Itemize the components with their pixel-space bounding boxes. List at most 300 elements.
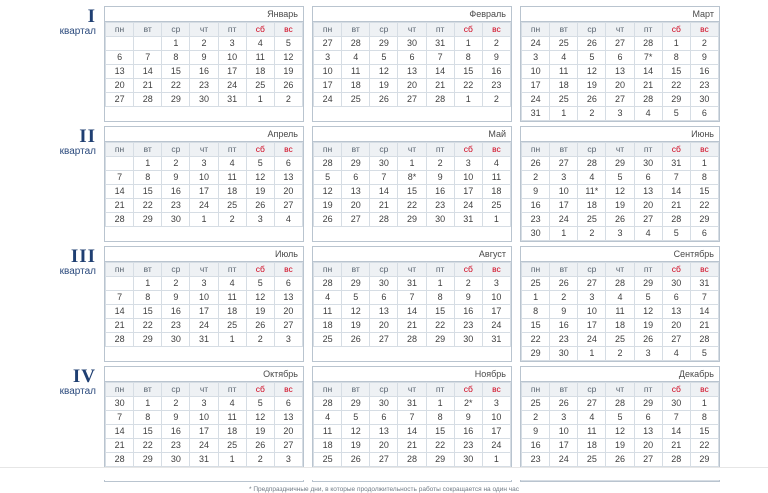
day-cell[interactable]: 31	[398, 277, 426, 291]
day-cell[interactable]: 3	[522, 51, 550, 65]
day-cell[interactable]: 6	[274, 277, 302, 291]
day-cell[interactable]: 14	[370, 185, 398, 199]
day-cell[interactable]: 29	[522, 347, 550, 361]
day-cell[interactable]: 10	[218, 51, 246, 65]
day-cell[interactable]: 1	[662, 37, 690, 51]
day-cell[interactable]: 19	[370, 79, 398, 93]
day-cell[interactable]: 10	[578, 305, 606, 319]
day-cell[interactable]: 25	[314, 453, 342, 467]
day-cell[interactable]: 18	[218, 425, 246, 439]
day-cell[interactable]: 27	[106, 93, 134, 107]
day-cell[interactable]: 3	[550, 171, 578, 185]
day-cell[interactable]: 9	[522, 185, 550, 199]
day-cell[interactable]: 11	[342, 65, 370, 79]
day-cell[interactable]: 13	[274, 171, 302, 185]
day-cell[interactable]: 13	[106, 65, 134, 79]
day-cell[interactable]: 27	[370, 333, 398, 347]
day-cell[interactable]: 3	[246, 213, 274, 227]
day-cell[interactable]: 7	[690, 291, 718, 305]
day-cell[interactable]: 23	[162, 319, 190, 333]
day-cell[interactable]: 25	[218, 199, 246, 213]
day-cell[interactable]: 14	[398, 305, 426, 319]
day-cell[interactable]: 17	[454, 185, 482, 199]
day-cell[interactable]: 25	[550, 93, 578, 107]
day-cell[interactable]: 17	[190, 185, 218, 199]
day-cell[interactable]: 28	[606, 277, 634, 291]
day-cell[interactable]: 8*	[398, 171, 426, 185]
day-cell[interactable]: 28	[662, 453, 690, 467]
day-cell[interactable]: 26	[314, 213, 342, 227]
day-cell[interactable]: 29	[370, 37, 398, 51]
day-cell[interactable]: 22	[134, 199, 162, 213]
day-cell[interactable]: 30	[550, 347, 578, 361]
day-cell[interactable]: 17	[190, 425, 218, 439]
day-cell[interactable]: 27	[342, 213, 370, 227]
day-cell[interactable]: 12	[634, 305, 662, 319]
day-cell[interactable]: 16	[162, 305, 190, 319]
day-cell[interactable]: 15	[398, 185, 426, 199]
day-cell[interactable]: 29	[342, 397, 370, 411]
day-cell[interactable]: 12	[246, 171, 274, 185]
day-cell[interactable]: 19	[634, 319, 662, 333]
day-cell[interactable]: 18	[218, 185, 246, 199]
day-cell[interactable]: 26	[634, 333, 662, 347]
day-cell[interactable]: 27	[634, 213, 662, 227]
day-cell[interactable]: 30	[662, 277, 690, 291]
day-cell[interactable]: 22	[454, 79, 482, 93]
day-cell[interactable]: 6	[634, 171, 662, 185]
day-cell[interactable]: 24	[218, 79, 246, 93]
day-cell[interactable]: 8	[690, 171, 718, 185]
day-cell[interactable]: 24	[522, 37, 550, 51]
day-cell[interactable]: 22	[690, 199, 718, 213]
day-cell[interactable]: 22	[134, 439, 162, 453]
day-cell[interactable]: 16	[690, 65, 718, 79]
day-cell[interactable]: 2	[162, 157, 190, 171]
day-cell[interactable]: 20	[274, 305, 302, 319]
day-cell[interactable]: 3	[482, 277, 510, 291]
day-cell[interactable]: 16	[454, 305, 482, 319]
day-cell[interactable]: 19	[314, 199, 342, 213]
day-cell[interactable]: 15	[522, 319, 550, 333]
day-cell[interactable]: 10	[454, 171, 482, 185]
day-cell[interactable]: 18	[342, 79, 370, 93]
day-cell[interactable]: 18	[550, 79, 578, 93]
day-cell[interactable]: 30	[370, 397, 398, 411]
day-cell[interactable]: 10	[482, 291, 510, 305]
day-cell[interactable]: 11	[246, 51, 274, 65]
day-cell[interactable]: 5	[246, 157, 274, 171]
day-cell[interactable]: 12	[606, 185, 634, 199]
day-cell[interactable]: 23	[454, 439, 482, 453]
day-cell[interactable]: 16	[162, 185, 190, 199]
day-cell[interactable]: 1	[134, 157, 162, 171]
day-cell[interactable]: 15	[134, 305, 162, 319]
day-cell[interactable]: 25	[218, 439, 246, 453]
day-cell[interactable]: 8	[426, 411, 454, 425]
day-cell[interactable]: 4	[218, 397, 246, 411]
day-cell[interactable]: 29	[634, 277, 662, 291]
day-cell[interactable]: 11	[578, 425, 606, 439]
day-cell[interactable]: 2	[606, 347, 634, 361]
day-cell[interactable]: 5	[314, 171, 342, 185]
day-cell[interactable]: 21	[662, 439, 690, 453]
day-cell[interactable]: 17	[218, 65, 246, 79]
day-cell[interactable]: 14	[106, 425, 134, 439]
day-cell[interactable]: 26	[578, 37, 606, 51]
day-cell[interactable]	[106, 37, 134, 51]
day-cell[interactable]: 17	[314, 79, 342, 93]
day-cell[interactable]: 9	[690, 51, 718, 65]
day-cell[interactable]: 16	[454, 425, 482, 439]
day-cell[interactable]: 8	[662, 51, 690, 65]
day-cell[interactable]: 9	[162, 291, 190, 305]
day-cell[interactable]: 25	[482, 199, 510, 213]
day-cell[interactable]: 10	[482, 411, 510, 425]
day-cell[interactable]: 9	[550, 305, 578, 319]
day-cell[interactable]: 3	[190, 157, 218, 171]
day-cell[interactable]: 27	[606, 37, 634, 51]
day-cell[interactable]: 15	[662, 65, 690, 79]
day-cell[interactable]: 23	[162, 199, 190, 213]
day-cell[interactable]: 3	[550, 411, 578, 425]
day-cell[interactable]: 14	[398, 425, 426, 439]
day-cell[interactable]: 1	[218, 333, 246, 347]
day-cell[interactable]: 15	[426, 305, 454, 319]
day-cell[interactable]: 20	[274, 425, 302, 439]
day-cell[interactable]: 7*	[634, 51, 662, 65]
day-cell[interactable]: 13	[606, 65, 634, 79]
day-cell[interactable]: 2	[550, 291, 578, 305]
day-cell[interactable]: 16	[162, 425, 190, 439]
day-cell[interactable]: 2	[246, 333, 274, 347]
day-cell[interactable]: 20	[606, 79, 634, 93]
day-cell[interactable]: 12	[274, 51, 302, 65]
day-cell[interactable]: 11	[606, 305, 634, 319]
day-cell[interactable]: 28	[342, 37, 370, 51]
day-cell[interactable]: 24	[578, 333, 606, 347]
day-cell[interactable]: 26	[246, 439, 274, 453]
day-cell[interactable]: 27	[662, 333, 690, 347]
day-cell[interactable]: 21	[134, 79, 162, 93]
day-cell[interactable]: 28	[634, 37, 662, 51]
day-cell[interactable]: 20	[342, 199, 370, 213]
day-cell[interactable]: 30	[162, 453, 190, 467]
day-cell[interactable]: 4	[218, 277, 246, 291]
day-cell[interactable]: 25	[246, 79, 274, 93]
day-cell[interactable]: 6	[690, 107, 718, 121]
day-cell[interactable]: 17	[482, 425, 510, 439]
day-cell[interactable]: 4	[218, 157, 246, 171]
day-cell[interactable]: 30	[190, 93, 218, 107]
day-cell[interactable]: 2	[522, 171, 550, 185]
day-cell[interactable]: 5	[578, 51, 606, 65]
day-cell[interactable]: 3	[578, 291, 606, 305]
day-cell[interactable]: 7	[662, 171, 690, 185]
day-cell[interactable]: 24	[550, 213, 578, 227]
day-cell[interactable]: 31	[690, 277, 718, 291]
day-cell[interactable]: 4	[578, 411, 606, 425]
day-cell[interactable]: 30	[162, 333, 190, 347]
day-cell[interactable]: 5	[634, 291, 662, 305]
day-cell[interactable]: 21	[426, 79, 454, 93]
day-cell[interactable]: 17	[522, 79, 550, 93]
day-cell[interactable]: 2	[162, 397, 190, 411]
day-cell[interactable]: 7	[398, 291, 426, 305]
day-cell[interactable]: 30	[426, 213, 454, 227]
day-cell[interactable]: 25	[578, 453, 606, 467]
day-cell[interactable]: 28	[398, 333, 426, 347]
day-cell[interactable]: 25	[522, 397, 550, 411]
day-cell[interactable]: 29	[134, 333, 162, 347]
day-cell[interactable]: 22	[426, 439, 454, 453]
day-cell[interactable]: 30	[634, 157, 662, 171]
day-cell[interactable]: 22	[162, 79, 190, 93]
day-cell[interactable]: 30	[370, 277, 398, 291]
day-cell[interactable]: 1	[426, 397, 454, 411]
day-cell[interactable]: 18	[314, 439, 342, 453]
day-cell[interactable]: 13	[342, 185, 370, 199]
day-cell[interactable]: 18	[218, 305, 246, 319]
day-cell[interactable]: 2	[690, 37, 718, 51]
day-cell[interactable]: 14	[426, 65, 454, 79]
day-cell[interactable]: 24	[190, 199, 218, 213]
day-cell[interactable]: 26	[342, 453, 370, 467]
day-cell[interactable]: 23	[522, 213, 550, 227]
day-cell[interactable]: 4	[578, 171, 606, 185]
day-cell[interactable]: 7	[106, 171, 134, 185]
day-cell[interactable]: 12	[246, 291, 274, 305]
day-cell[interactable]: 23	[162, 439, 190, 453]
day-cell[interactable]: 30	[454, 453, 482, 467]
day-cell[interactable]: 17	[550, 439, 578, 453]
day-cell[interactable]: 29	[162, 93, 190, 107]
day-cell[interactable]: 14	[690, 305, 718, 319]
day-cell[interactable]: 21	[398, 439, 426, 453]
day-cell[interactable]: 31	[218, 93, 246, 107]
day-cell[interactable]: 13	[370, 425, 398, 439]
day-cell[interactable]: 10	[550, 425, 578, 439]
day-cell[interactable]: 12	[342, 305, 370, 319]
day-cell[interactable]: 15	[454, 65, 482, 79]
day-cell[interactable]	[106, 157, 134, 171]
day-cell[interactable]: 15	[690, 425, 718, 439]
day-cell[interactable]: 26	[606, 213, 634, 227]
day-cell[interactable]: 26	[578, 93, 606, 107]
day-cell[interactable]: 13	[398, 65, 426, 79]
day-cell[interactable]: 5	[342, 291, 370, 305]
day-cell[interactable]: 24	[190, 319, 218, 333]
day-cell[interactable]: 12	[342, 425, 370, 439]
day-cell[interactable]: 14	[106, 305, 134, 319]
day-cell[interactable]: 12	[578, 65, 606, 79]
day-cell[interactable]: 7	[426, 51, 454, 65]
day-cell[interactable]: 3	[218, 37, 246, 51]
day-cell[interactable]: 2	[578, 107, 606, 121]
day-cell[interactable]: 5	[662, 107, 690, 121]
day-cell[interactable]: 28	[426, 93, 454, 107]
day-cell[interactable]: 9	[162, 411, 190, 425]
day-cell[interactable]: 28	[606, 397, 634, 411]
day-cell[interactable]: 16	[190, 65, 218, 79]
day-cell[interactable]	[106, 277, 134, 291]
day-cell[interactable]: 18	[578, 199, 606, 213]
day-cell[interactable]: 1	[454, 37, 482, 51]
day-cell[interactable]: 27	[398, 93, 426, 107]
day-cell[interactable]: 15	[162, 65, 190, 79]
day-cell[interactable]: 26	[274, 79, 302, 93]
day-cell[interactable]: 28	[370, 213, 398, 227]
day-cell[interactable]: 3	[606, 107, 634, 121]
day-cell[interactable]: 23	[454, 319, 482, 333]
day-cell[interactable]: 3	[314, 51, 342, 65]
day-cell[interactable]: 3	[634, 347, 662, 361]
day-cell[interactable]: 14	[662, 425, 690, 439]
day-cell[interactable]: 15	[690, 185, 718, 199]
day-cell[interactable]: 31	[398, 397, 426, 411]
day-cell[interactable]: 3	[190, 397, 218, 411]
day-cell[interactable]: 11	[218, 291, 246, 305]
day-cell[interactable]: 6	[370, 411, 398, 425]
day-cell[interactable]: 5	[662, 227, 690, 241]
day-cell[interactable]: 2	[162, 277, 190, 291]
day-cell[interactable]: 6	[274, 397, 302, 411]
day-cell[interactable]: 23	[690, 79, 718, 93]
day-cell[interactable]: 8	[454, 51, 482, 65]
day-cell[interactable]: 16	[522, 199, 550, 213]
day-cell[interactable]: 14	[106, 185, 134, 199]
day-cell[interactable]: 18	[314, 319, 342, 333]
day-cell[interactable]: 28	[578, 157, 606, 171]
day-cell[interactable]: 28	[398, 453, 426, 467]
day-cell[interactable]: 28	[634, 93, 662, 107]
day-cell[interactable]: 5	[246, 277, 274, 291]
day-cell[interactable]: 19	[606, 199, 634, 213]
day-cell[interactable]: 23	[190, 79, 218, 93]
day-cell[interactable]: 18	[578, 439, 606, 453]
day-cell[interactable]: 3	[190, 277, 218, 291]
day-cell[interactable]: 1	[134, 277, 162, 291]
day-cell[interactable]: 6	[634, 411, 662, 425]
day-cell[interactable]: 20	[634, 439, 662, 453]
day-cell[interactable]: 9	[454, 411, 482, 425]
day-cell[interactable]: 3	[274, 453, 302, 467]
day-cell[interactable]: 11*	[578, 185, 606, 199]
day-cell[interactable]: 11	[218, 411, 246, 425]
day-cell[interactable]: 12	[606, 425, 634, 439]
day-cell[interactable]: 29	[342, 277, 370, 291]
day-cell[interactable]: 20	[662, 319, 690, 333]
day-cell[interactable]: 27	[370, 453, 398, 467]
day-cell[interactable]: 8	[134, 411, 162, 425]
day-cell[interactable]: 2	[578, 227, 606, 241]
day-cell[interactable]: 23	[550, 333, 578, 347]
day-cell[interactable]: 2	[426, 157, 454, 171]
day-cell[interactable]: 5	[370, 51, 398, 65]
day-cell[interactable]: 13	[662, 305, 690, 319]
day-cell[interactable]: 6	[398, 51, 426, 65]
day-cell[interactable]: 27	[274, 319, 302, 333]
day-cell[interactable]: 30	[454, 333, 482, 347]
day-cell[interactable]: 20	[274, 185, 302, 199]
day-cell[interactable]: 30	[522, 227, 550, 241]
day-cell[interactable]: 4	[606, 291, 634, 305]
day-cell[interactable]: 17	[190, 305, 218, 319]
day-cell[interactable]: 1	[690, 157, 718, 171]
day-cell[interactable]: 24	[522, 93, 550, 107]
day-cell[interactable]: 1	[246, 93, 274, 107]
day-cell[interactable]: 4	[662, 347, 690, 361]
day-cell[interactable]: 29	[134, 453, 162, 467]
day-cell[interactable]: 12	[246, 411, 274, 425]
day-cell[interactable]: 21	[662, 199, 690, 213]
day-cell[interactable]: 19	[274, 65, 302, 79]
day-cell[interactable]: 6	[662, 291, 690, 305]
day-cell[interactable]: 1	[426, 277, 454, 291]
day-cell[interactable]: 10	[190, 291, 218, 305]
day-cell[interactable]: 27	[578, 397, 606, 411]
day-cell[interactable]: 7	[662, 411, 690, 425]
day-cell[interactable]: 25	[606, 333, 634, 347]
day-cell[interactable]: 26	[606, 453, 634, 467]
day-cell[interactable]: 1	[454, 93, 482, 107]
day-cell[interactable]: 22	[398, 199, 426, 213]
day-cell[interactable]: 29	[690, 213, 718, 227]
day-cell[interactable]: 14	[634, 65, 662, 79]
day-cell[interactable]: 24	[482, 319, 510, 333]
day-cell[interactable]: 25	[342, 93, 370, 107]
day-cell[interactable]: 29	[634, 397, 662, 411]
day-cell[interactable]: 30	[370, 157, 398, 171]
day-cell[interactable]: 23	[482, 79, 510, 93]
day-cell[interactable]: 1	[550, 227, 578, 241]
day-cell[interactable]: 9	[426, 171, 454, 185]
day-cell[interactable]: 16	[550, 319, 578, 333]
day-cell[interactable]: 18	[606, 319, 634, 333]
day-cell[interactable]: 8	[522, 305, 550, 319]
day-cell[interactable]: 27	[274, 439, 302, 453]
day-cell[interactable]: 22	[426, 319, 454, 333]
day-cell[interactable]: 5	[342, 411, 370, 425]
day-cell[interactable]: 25	[522, 277, 550, 291]
day-cell[interactable]: 21	[106, 439, 134, 453]
day-cell[interactable]: 11	[218, 171, 246, 185]
day-cell[interactable]: 15	[134, 185, 162, 199]
day-cell[interactable]: 25	[550, 37, 578, 51]
day-cell[interactable]: 1	[690, 397, 718, 411]
day-cell[interactable]: 11	[314, 425, 342, 439]
day-cell[interactable]	[134, 37, 162, 51]
day-cell[interactable]: 19	[246, 425, 274, 439]
day-cell[interactable]: 1	[134, 397, 162, 411]
day-cell[interactable]: 6	[606, 51, 634, 65]
day-cell[interactable]: 5	[606, 171, 634, 185]
day-cell[interactable]: 13	[370, 305, 398, 319]
day-cell[interactable]: 10	[190, 411, 218, 425]
day-cell[interactable]: 4	[274, 213, 302, 227]
day-cell[interactable]: 9	[482, 51, 510, 65]
day-cell[interactable]: 1	[578, 347, 606, 361]
day-cell[interactable]: 22	[522, 333, 550, 347]
day-cell[interactable]: 20	[398, 79, 426, 93]
day-cell[interactable]: 1	[482, 453, 510, 467]
day-cell[interactable]: 2	[482, 93, 510, 107]
day-cell[interactable]: 18	[246, 65, 274, 79]
day-cell[interactable]: 30	[398, 37, 426, 51]
day-cell[interactable]: 4	[314, 291, 342, 305]
day-cell[interactable]: 13	[634, 425, 662, 439]
day-cell[interactable]: 21	[106, 199, 134, 213]
